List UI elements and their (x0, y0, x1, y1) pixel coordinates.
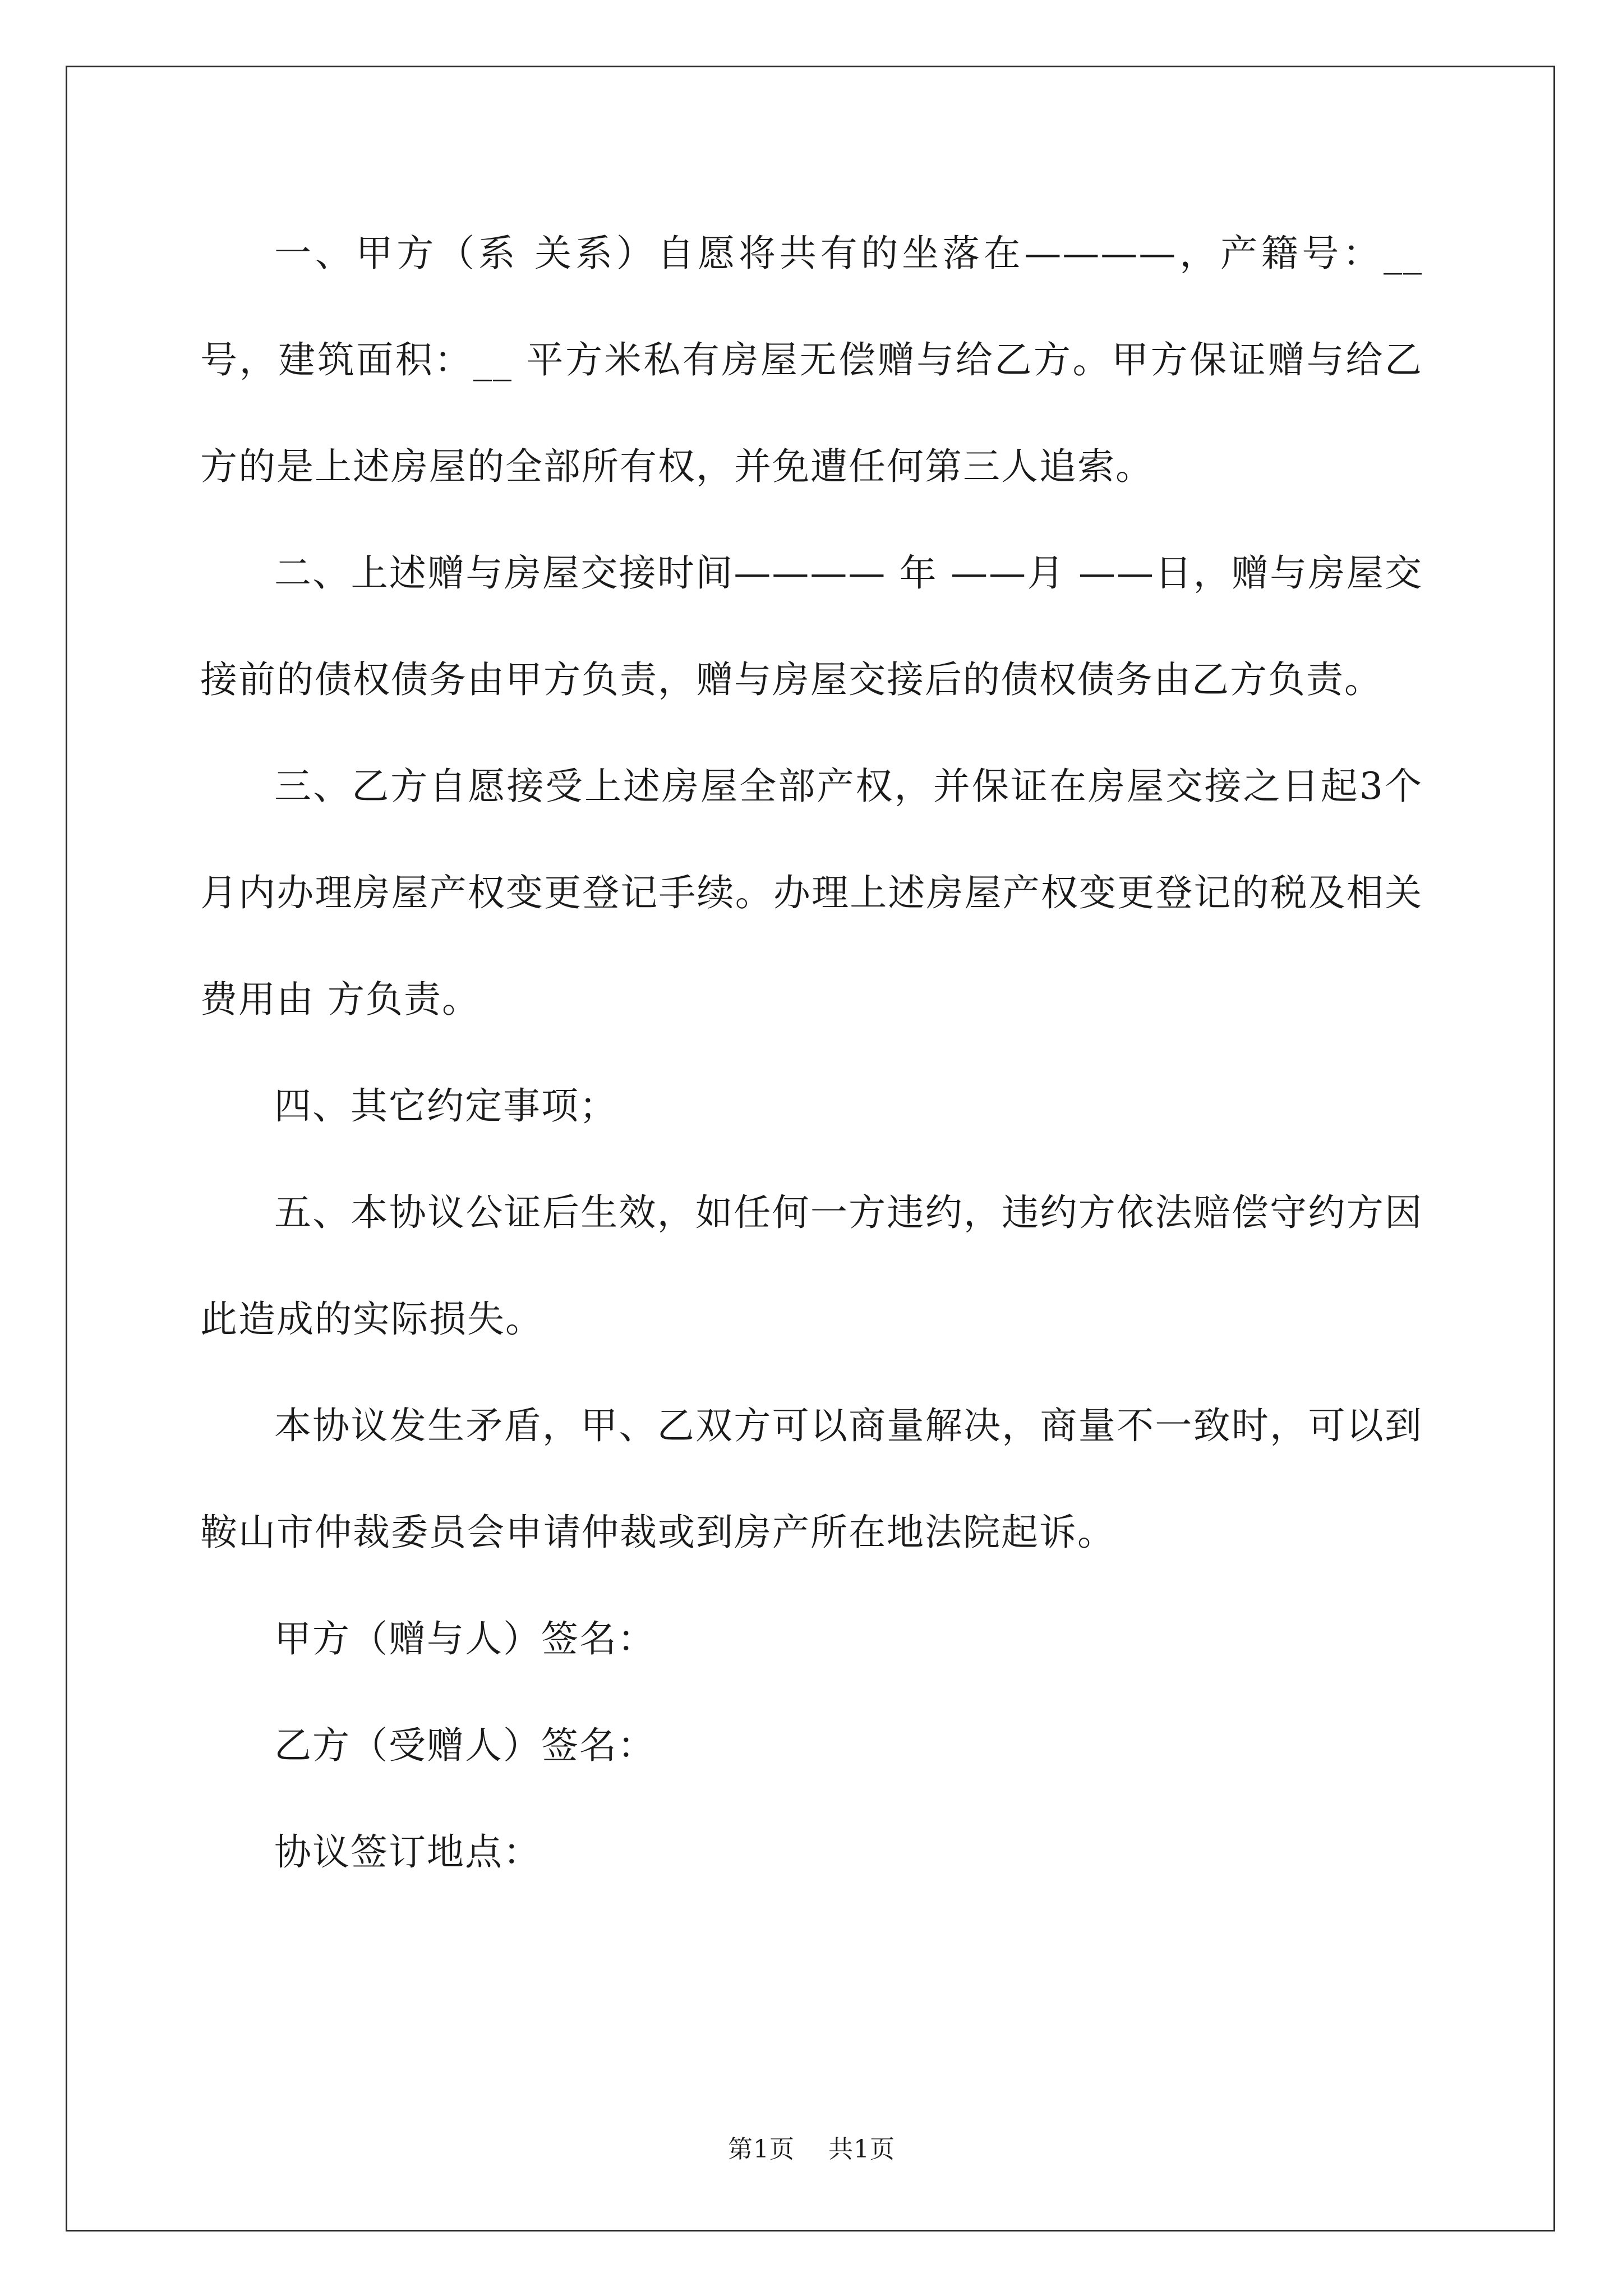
document-body (200, 200, 1423, 1906)
party-a-signature-line: 甲方（赠与人）签名： (274, 1617, 656, 1660)
clause-4-other-matters: 四、其它约定事项； (274, 1084, 617, 1128)
clause-2-handover-time: 二、上述赠与房屋交接时间———— 年 ——月 ——日，赠与房屋交接前的债权债务由甲方负责，赠与房屋交接后的债权债务由乙方负责。 (200, 551, 1423, 701)
dispute-resolution: 本协议发生矛盾，甲、乙双方可以商量解决，商量不一致时，可以到鞍山市仲裁委员会申请仲裁或到房产所在地法院起诉。 (200, 1404, 1423, 1554)
clause-1-gift-property: 一、甲方（系 关系）自愿将共有的坐落在————，产籍号：__号，建筑面积：__ 平方米私有房屋无偿赠与给乙方。甲方保证赠与给乙方的是上述房屋的全部所有权，并免遭任何第三人追索。 (200, 232, 1423, 488)
signing-location-line: 协议签订地点： (274, 1830, 541, 1874)
page-footer (0, 2133, 1623, 2166)
page-number-current: 第1页 (728, 2135, 795, 2164)
clause-5-effectiveness: 五、本协议公证后生效，如任何一方违约，违约方依法赔偿守约方因此造成的实际损失。 (200, 1191, 1423, 1341)
page-number-total: 共1页 (828, 2135, 895, 2164)
party-b-signature-line: 乙方（受赠人）签名： (274, 1724, 656, 1767)
clause-3-title-transfer: 三、乙方自愿接受上述房屋全部产权，并保证在房屋交接之日起3个月内办理房屋产权变更登记手续。办理上述房屋产权变更登记的税及相关费用由 方负责。 (200, 765, 1423, 1021)
